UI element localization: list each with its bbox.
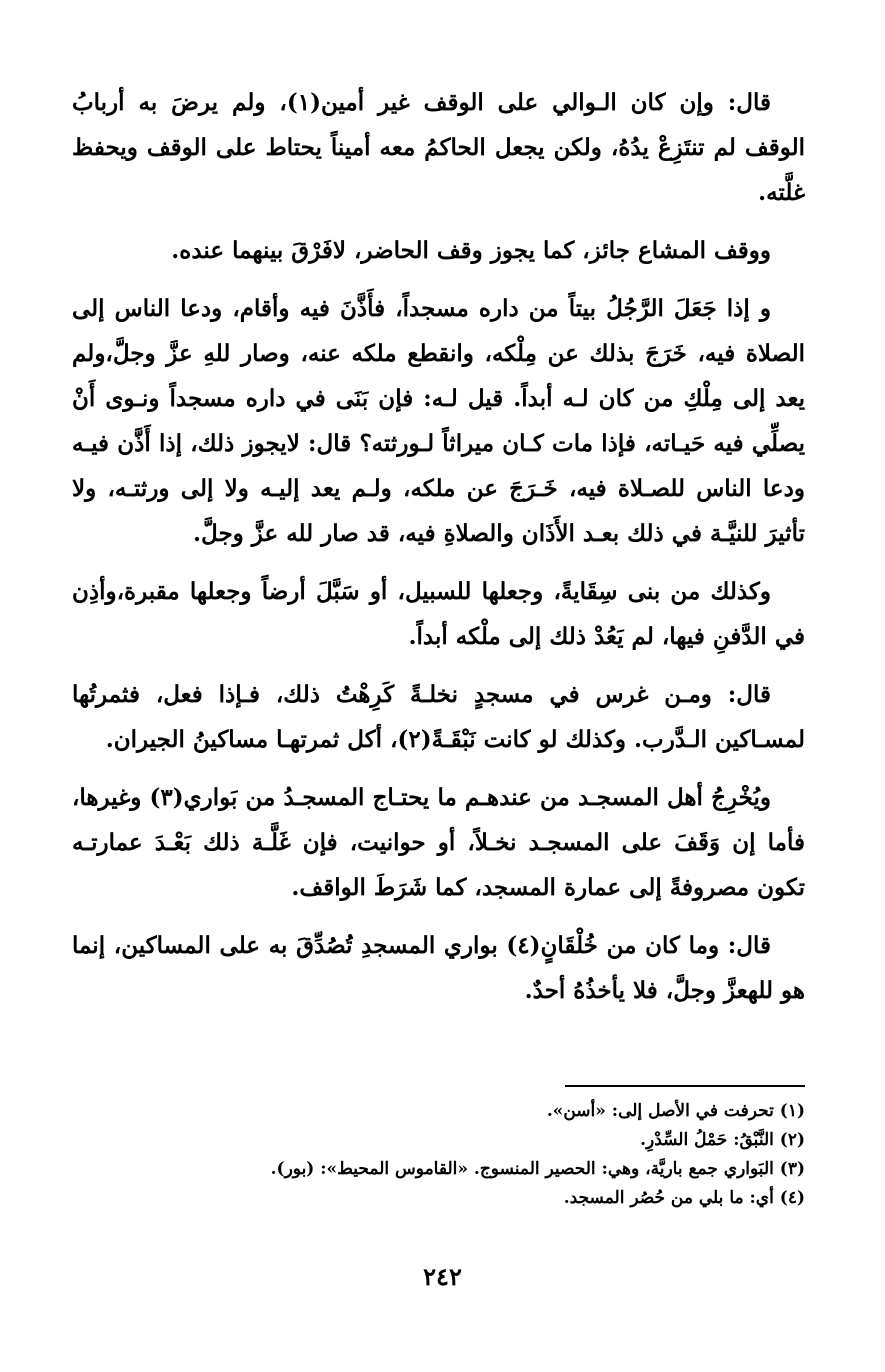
paragraph-1: قال: وإن كان الـوالي على الوقف غير أمين(١)، ولم يرضَ به أربابُ الوقف لم تنتَزِعْ يدُهُ، ولكن يجعل الحاكمُ معه أميناً يحتاط على الوقف ويحفظ غلَّته.: [72, 89, 805, 206]
paragraph-6: ويُخْرِجُ أهل المسجـد من عندهـم ما يحتـاج المسجـدُ من بَواري(٣) وغيرها، فأما إن وَقَفَ على المسجـد نخـلاً، أو حوانيت، فإن غَلَّـة ذلك بَعْـدَ عمارتـه تكون مصروفةً إلى عمارة المسجد، كما شَرَطَ الواقف.: [72, 784, 805, 901]
footnotes: [72, 1085, 805, 1213]
paragraph-4: وكذلك من بنى سِقَايةً، وجعلها للسبيل، أو سَبَّلَ أرضاً وجعلها مقبرة،وأذِن في الدَّفنِ فيها، لم يَعُدْ ذلك إلى ملْكه أبداً.: [72, 578, 805, 650]
footnote-2: (٢) النَّبْقُ: حَمْلُ السِّدْرِ.: [640, 1130, 805, 1150]
footnote-3: (٣) البَواري جمع باريَّة، وهي: الحصير المنسوج. «القاموس المحيط»: (بور).: [270, 1159, 805, 1179]
footnote-1: (١) تحرفت في الأصل إلى: «أسن».: [546, 1101, 805, 1121]
paragraph-2: ووقف المشاع جائز، كما يجوز وقف الحاضر، لافَرْقَ بينهما عنده.: [171, 237, 771, 264]
page-number: ٢٤٢: [423, 1262, 462, 1291]
footnote-4: (٤) أي: ما بلي من حُصُر المسجد.: [563, 1188, 805, 1208]
body-text: [72, 80, 805, 1013]
paragraph-7: قال: وما كان من خُلْقَانٍ(٤) بواري المسجدِ تُصُدِّقَ به على المساكين، إنما هو للهعزَّ وجلَّ، فلا يأخذُهُ أحدٌ.: [72, 932, 805, 1004]
paragraph-5: قال: ومـن غرس في مسجدٍ نخلـةً كَرِهْتُ ذلك، فـإذا فعل، فثمرتُها لمسـاكين الـدَّرب. وكذلك لو كانت نَبْقَـةً(٢)، أكل ثمرتهـا مساكينُ الجيران.: [72, 681, 805, 753]
paragraph-3: و إذا جَعَلَ الرَّجُلُ بيتاً من داره مسجداً، فأَذَّنَ فيه وأقام، ودعا الناس إلى الصلاة فيه، خَرَجَ بذلك عن مِلْكه، وانقطع ملكه عنه، وصار للهِ عزَّ وجلَّ،ولم يعد إلى مِلْكِ من كان لـه أبداً. قيل لـه: فإن بَنَى في داره مسجداً ونـوى أَنْ يصلِّي فيه حَيـاته، فإذا مات كـان ميراثاً لـورثته؟ قال: لايجوز ذلك، إذا أَذَّن فيـه ودعا الناس للصـلاة فيه، خَـرَجَ عن ملكه، ولـم يعد إليـه ولا إلى ورثتـه، ولا تأثيرَ للنيَّـة في ذلك بعـد الأَذَان والصلاةِ فيه، قد صار لله عزَّ وجلَّ.: [72, 295, 805, 547]
footnote-divider: [565, 1085, 805, 1087]
